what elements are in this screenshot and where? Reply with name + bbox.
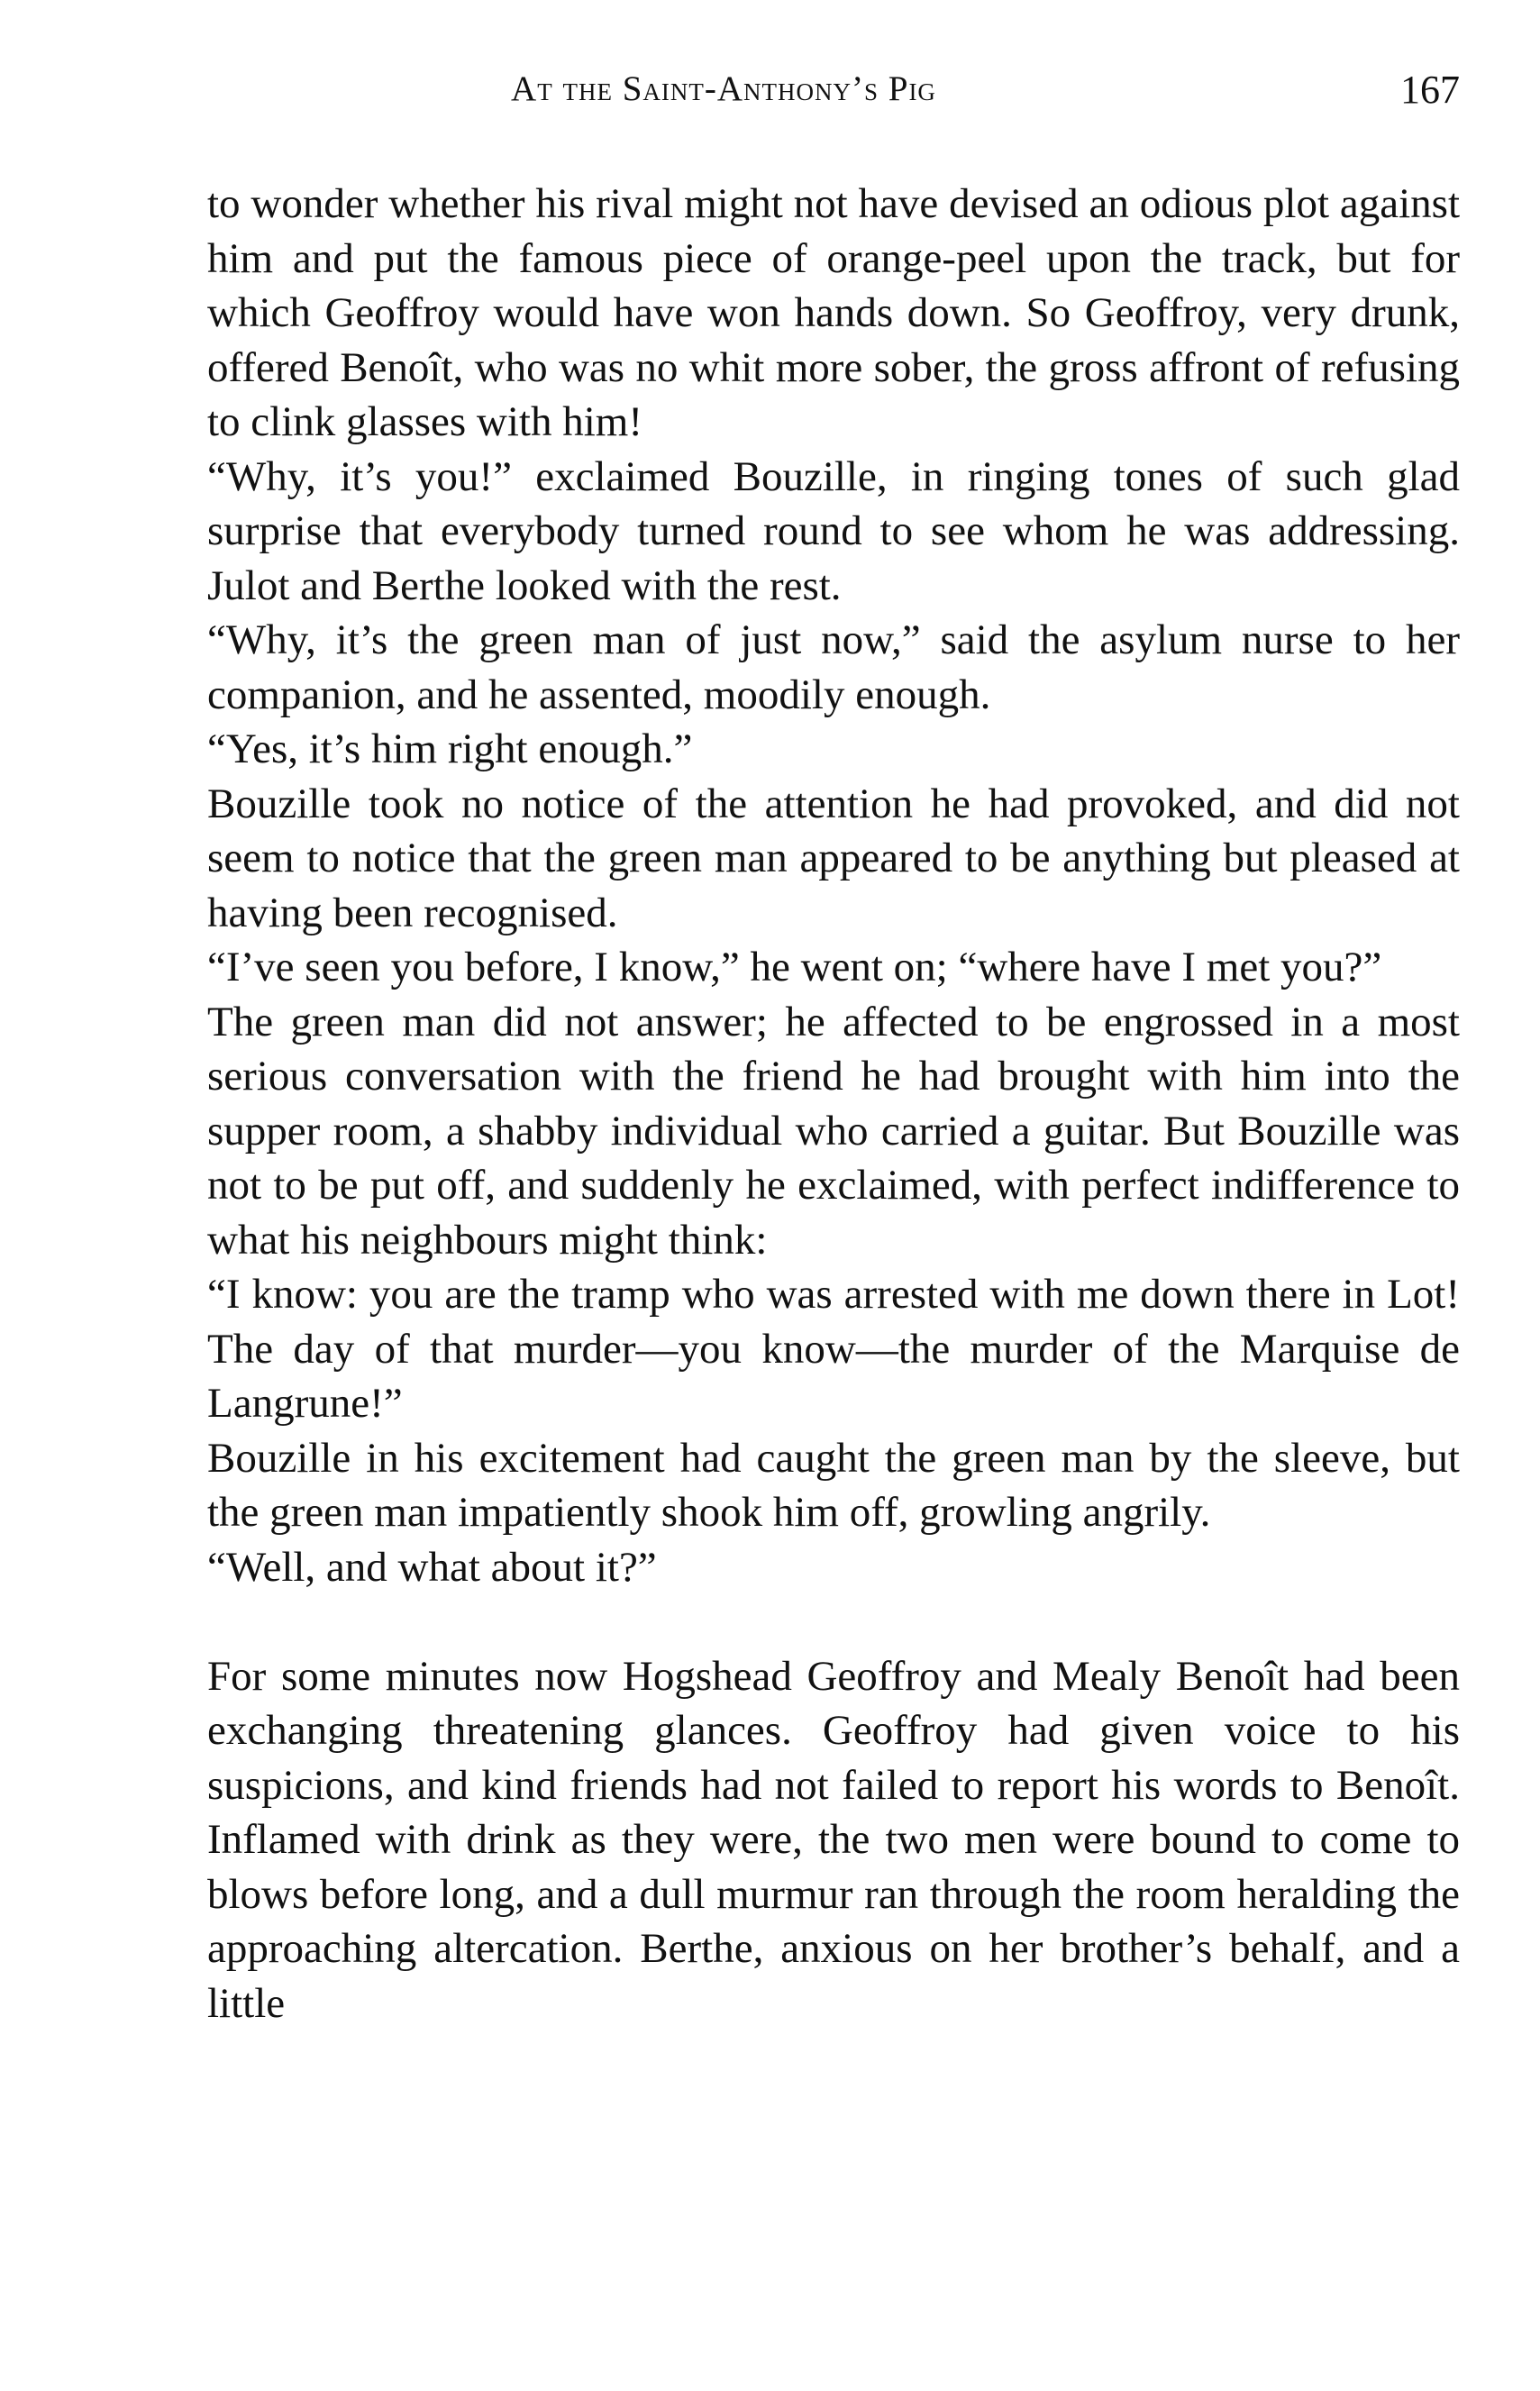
paragraph-bouzille-exclaims: “Why, it’s you!” exclaimed Bouzille, in ringing tones of such glad surprise that everybody turned round to see whom he was addressing. Julot and Berthe looked with the rest. <box>207 452 1460 609</box>
paragraph-i-know: “I know: you are the tramp who was arrested with me down there in Lot! The day of that murder—you know—the murder of the Marquise de Langrune!” <box>207 1271 1460 1427</box>
page-number: 167 <box>1400 68 1460 112</box>
paragraph-sleeve: Bouzille in his excitement had caught the green man by the sleeve, but the green man impatiently shook him off, growling angrily. <box>207 1434 1460 1536</box>
paragraph-green-man-silent: The green man did not answer; he affected to be engrossed in a most serious conversation with the friend he had brought with him into the supper room, a shabby individual who carried a guitar. But Bouzille was not to be put off, and suddenly he exclaimed, with perfect indifference to what his neighbours might think: <box>207 998 1460 1264</box>
paragraph-section-break: For some minutes now Hogshead Geoffroy and Mealy Benoît had been exchanging threatening glances. Geoffroy had given voice to his suspicions, and kind friends had not failed to report his words to Benoît. Inflamed with drink as they were, the two men were bound to come to blows before long, and a dull murmur ran through the room heralding the approaching altercation. Berthe, anxious on her brother’s behalf, and a little <box>207 1652 1460 2027</box>
body-text <box>207 177 1460 2031</box>
running-head <box>205 63 1460 117</box>
paragraph-green-man: “Why, it’s the green man of just now,” said the asylum nurse to her companion, and he assented, moodily enough. <box>207 616 1460 718</box>
paragraph-continuation: to wonder whether his rival might not have devised an odious plot against him and put the famous piece of orange-peel upon the track, but for which Geoffroy would have won hands down. So Geoffroy, very drunk, offered Benoît, who was no whit more sober, the gross affront of refusing to clink glasses with him! <box>207 180 1460 445</box>
paragraph-bouzille-notice: Bouzille took no notice of the attention he had provoked, and did not seem to notice that the green man appeared to be anything but pleased at having been recognised. <box>207 780 1460 936</box>
paragraph-right-enough: “Yes, it’s him right enough.” <box>207 726 693 772</box>
paragraph-seen-before: “I’ve seen you before, I know,” he went on; “where have I met you?” <box>207 944 1382 990</box>
running-title: At the Saint-Anthony’s Pig <box>511 69 936 108</box>
paragraph-what-about-it: “Well, and what about it?” <box>207 1543 657 1591</box>
